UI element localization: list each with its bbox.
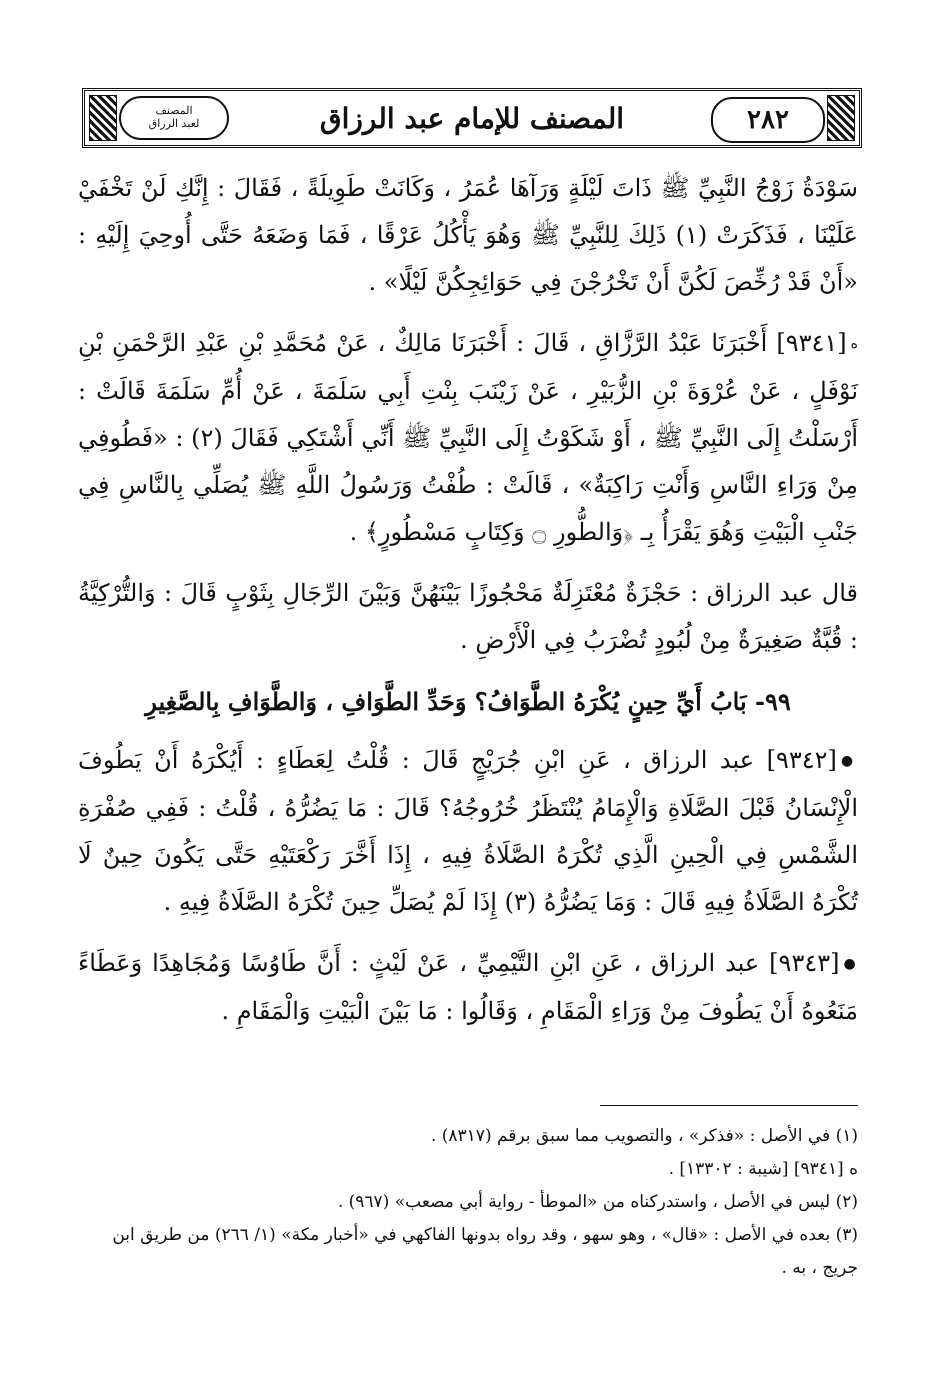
hadith-marker: ● xyxy=(843,956,858,972)
footnote-4: (٣) بعده في الأصل : «قال» ، وهو سهو ، وقد رواه بدونها الفاكهي في «أخبار مكة» (١/ ٢٦٦) من طريق ابن جريج ، به . xyxy=(112,1225,858,1278)
paragraph-1-text: سَوْدَةُ زَوْجُ النَّبِيِّ ﷺ ذَاتَ لَيْلَةٍ وَرَآهَا عُمَرُ ، وَكَانَتْ طَوِيلَةً ، فَقَالَ : إِنَّكِ لَنْ تَخْفَيْ عَلَيْنَا ، فَذَكَرَتْ (١) ذَلِكَ لِلنَّبِيِّ ﷺ وَهُوَ يَأْكُلُ عَرْقًا ، فَمَا وَضَعَهُ حَتَّى أُوحِيَ إِلَيْهِ : «أَنْ قَدْ رُخِّصَ لَكُنَّ أَنْ تَخْرُجْنَ فِي حَوَائِجِكُنَّ لَيْلًا» . xyxy=(78,174,859,296)
paragraph-2 xyxy=(78,320,858,556)
footnote-2: ﻩ [٩٣٤١] [شيبة : ١٣٣٠٢] . xyxy=(668,1159,858,1179)
footnote-1: (١) في الأصل : «فذكر» ، والتصويب مما سبق برقم (٨٣١٧) . xyxy=(430,1126,858,1146)
paragraph-4 xyxy=(78,737,858,926)
footnotes xyxy=(78,1120,858,1285)
paragraph-2-text: [٩٣٤١] أَخْبَرَنَا عَبْدُ الرَّزَّاقِ ، قَالَ : أَخْبَرَنَا مَالِكٌ ، عَنْ مُحَمَّدِ بْنِ عَبْدِ الرَّحْمَنِ بْنِ نَوْفَلٍ ، عَنْ عُرْوَةَ بْنِ الزُّبَيْرِ ، عَنْ زَيْنَبَ بِنْتِ أَبِي سَلَمَةَ ، عَنْ أُمِّ سَلَمَةَ قَالَتْ : أَرْسَلْتُ إِلَى النَّبِيِّ ﷺ ، أَوْ شَكَوْتُ إِلَى النَّبِيِّ ﷺ أَنِّي أَشْتَكِي فَقَالَ (٢) : «فَطُوفِي مِنْ وَرَاءِ النَّاسِ وَأَنْتِ رَاكِبَةٌ» ، قَالَتْ : طُفْتُ وَرَسُولُ اللَّهِ ﷺ يُصَلِّي بِالنَّاسِ فِي جَنْبِ الْبَيْتِ وَهُوَ يَقْرَأُ بِـ ﴿وَالطُّورِ ۝ وَكِتَابٍ مَسْطُورٍ﴾ . xyxy=(78,329,858,546)
footnote-separator xyxy=(600,1105,858,1106)
ornament-right xyxy=(827,95,855,141)
page-header xyxy=(82,88,862,148)
paragraph-4-text: [٩٣٤٢] عبد الرزاق ، عَنِ ابْنِ جُرَيْجٍ قَالَ : قُلْتُ لِعَطَاءٍ : أَيُكْرَهُ أَنْ يَطُوفَ الْإِنْسَانُ قَبْلَ الصَّلَاةِ وَالْإِمَامُ يُنْتَظَرُ خُرُوجُهُ؟ قَالَ : مَا يَضُرُّهُ ، قُلْتُ : فَفِي صُفْرَةِ الشَّمْسِ فِي الْحِينِ الَّذِي تُكْرَهُ الصَّلَاةُ فِيهِ ، إِذَا أَخَّرَ رَكْعَتَيْهِ حَتَّى يَكُونَ حِينٌ لَا تُكْرَهُ الصَّلَاةُ فِيهِ قَالَ : وَمَا يَضُرُّهُ (٣) إِذَا لَمْ يُصَلِّ حِينَ تُكْرَهُ الصَّلَاةُ فِيهِ . xyxy=(78,746,859,916)
hadith-marker: ﻩ xyxy=(850,336,858,352)
footnote-3: (٢) ليس في الأصل ، واستدركناه من «الموطأ - رواية أبي مصعب» (٩٦٧) . xyxy=(337,1192,858,1212)
seal-line-2: لعبد الرزاق xyxy=(148,117,200,130)
seal-line-1: المصنف xyxy=(155,104,193,117)
book-title: المصنف للإمام عبد الرزاق xyxy=(319,102,625,135)
book-seal xyxy=(119,96,229,140)
ornament-left xyxy=(89,95,117,141)
paragraph-3 xyxy=(78,570,858,664)
hadith-marker: ● xyxy=(840,753,859,769)
section-heading: ٩٩- بَابُ أَيِّ حِينٍ يُكْرَهُ الطَّوَافُ؟ وَحَدِّ الطَّوَافِ ، وَالطَّوَافِ بِالصَّغِيرِ xyxy=(145,687,791,716)
paragraph-3-text: قال عبد الرزاق : حَجْزَةٌ مُعْتَزِلَةٌ مَحْجُوزًا بَيْنَهُنَّ وَبَيْنَ الرِّجَالِ بِثَوْبٍ قَالَ : وَالتُّرْكِيَّةُ : قُبَّةٌ صَغِيرَةٌ مِنْ لُبُودٍ تُضْرَبُ فِي الْأَرْضِ . xyxy=(78,579,858,654)
paragraph-5-text: [٩٣٤٣] عبد الرزاق ، عَنِ ابْنِ التَّيْمِيِّ ، عَنْ لَيْثٍ : أَنَّ طَاوُسًا وَمُجَاهِدًا وَعَطَاءً مَنَعُوهُ أَنْ يَطُوفَ مِنْ وَرَاءِ الْمَقَامِ ، وَقَالُوا : مَا بَيْنَ الْبَيْتِ وَالْمَقَامِ . xyxy=(78,949,858,1025)
paragraph-1 xyxy=(78,165,858,306)
paragraph-5 xyxy=(78,940,858,1035)
main-text xyxy=(78,165,858,1049)
page-number: ٢٨٢ xyxy=(711,97,825,143)
